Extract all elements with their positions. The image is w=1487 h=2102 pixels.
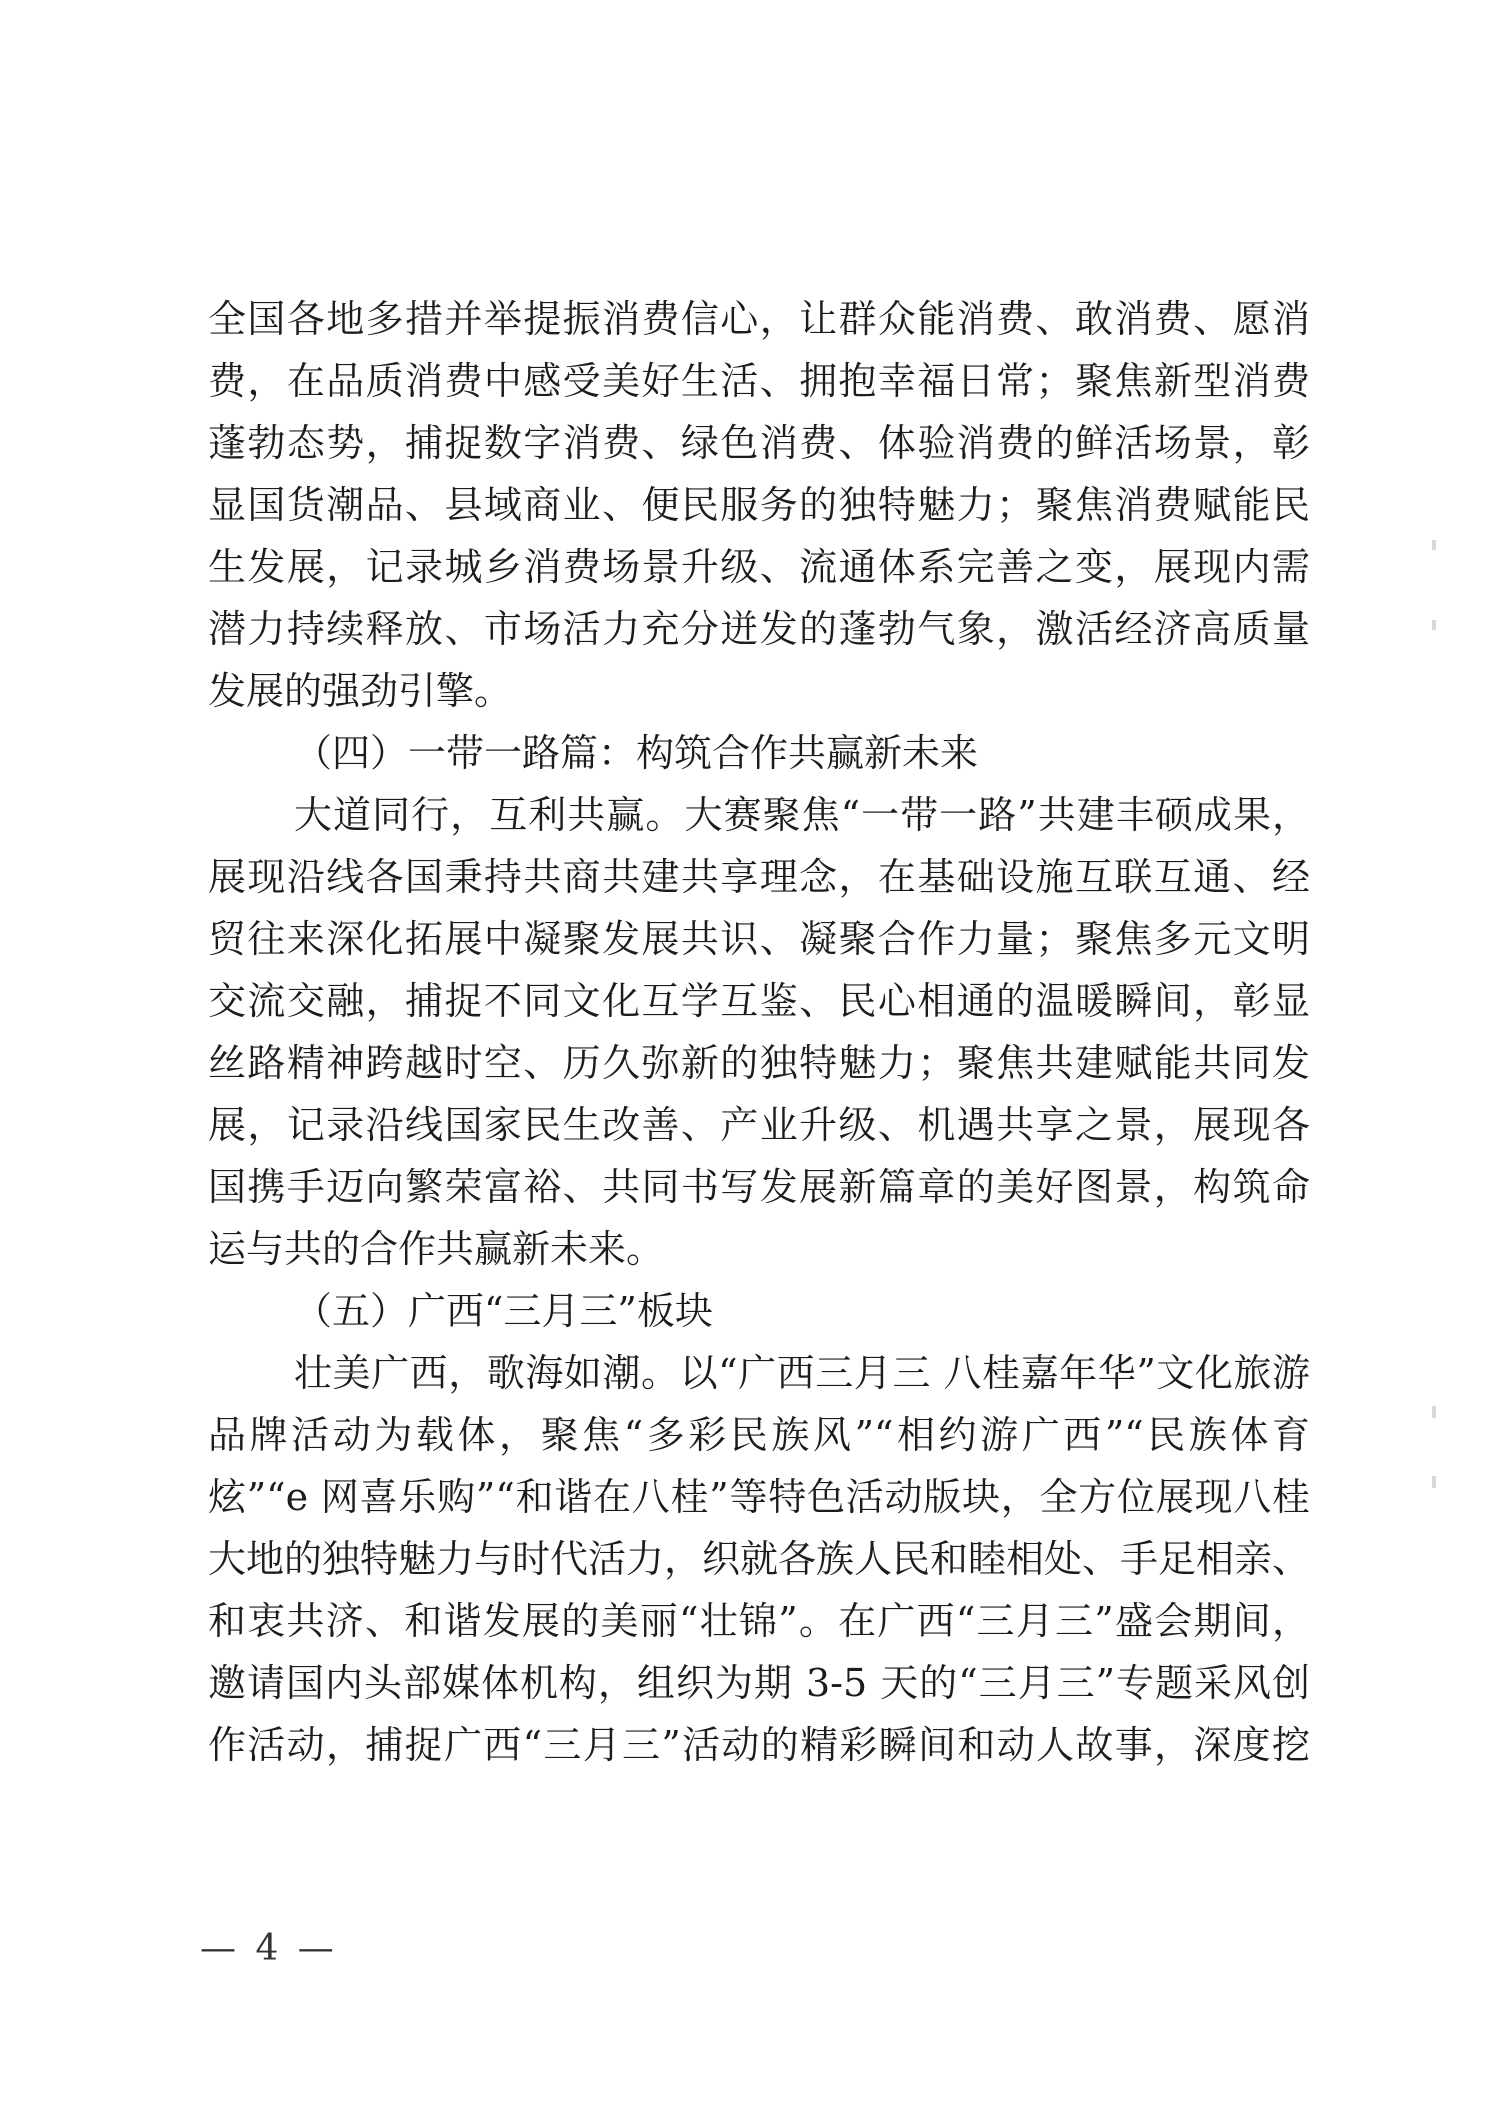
section-heading-belt-and-road: （四）一带一路篇：构筑合作共赢新未来 bbox=[294, 731, 979, 775]
scan-artifact bbox=[1432, 540, 1436, 550]
text-line: 邀请国内头部媒体机构，组织为期 3-5 天的“三月三”专题采风创 bbox=[208, 1661, 1310, 1705]
text-line: 大道同行，互利共赢。大赛聚焦“一带一路”共建丰硕成果， bbox=[294, 793, 1310, 837]
text-line: 品牌活动为载体，聚焦“多彩民族风”“相约游广西”“民族体育 bbox=[208, 1413, 1310, 1457]
text-line: 大地的独特魅力与时代活力，织就各族人民和睦相处、手足相亲、 bbox=[208, 1537, 1310, 1581]
text-line: 贸往来深化拓展中凝聚发展共识、凝聚合作力量；聚焦多元文明 bbox=[208, 917, 1310, 961]
text-line: 壮美广西，歌海如潮。以“广西三月三 八桂嘉年华”文化旅游 bbox=[294, 1351, 1310, 1395]
text-line: 国携手迈向繁荣富裕、共同书写发展新篇章的美好图景，构筑命 bbox=[208, 1165, 1310, 1209]
text-line: 作活动，捕捉广西“三月三”活动的精彩瞬间和动人故事，深度挖 bbox=[208, 1723, 1310, 1767]
section-heading-guangxi-sanyuesan: （五）广西“三月三”板块 bbox=[294, 1289, 713, 1333]
text-line: 潜力持续释放、市场活力充分迸发的蓬勃气象，激活经济高质量 bbox=[208, 607, 1310, 651]
scan-artifact bbox=[1432, 620, 1436, 630]
text-line: 丝路精神跨越时空、历久弥新的独特魅力；聚焦共建赋能共同发 bbox=[208, 1041, 1310, 1085]
text-line: 展，记录沿线国家民生改善、产业升级、机遇共享之景，展现各 bbox=[208, 1103, 1310, 1147]
text-line: 和衷共济、和谐发展的美丽“壮锦”。在广西“三月三”盛会期间， bbox=[208, 1599, 1310, 1643]
text-line: 全国各地多措并举提振消费信心，让群众能消费、敢消费、愿消 bbox=[208, 297, 1310, 341]
text-line: 展现沿线各国秉持共商共建共享理念，在基础设施互联互通、经 bbox=[208, 855, 1310, 899]
text-line: 蓬勃态势，捕捉数字消费、绿色消费、体验消费的鲜活场景，彰 bbox=[208, 421, 1310, 465]
text-line: 显国货潮品、县域商业、便民服务的独特魅力；聚焦消费赋能民 bbox=[208, 483, 1310, 527]
scan-artifact bbox=[1432, 1476, 1436, 1488]
text-line: 炫”“e 网喜乐购”“和谐在八桂”等特色活动版块，全方位展现八桂 bbox=[208, 1475, 1310, 1519]
text-line: 生发展，记录城乡消费场景升级、流通体系完善之变，展现内需 bbox=[208, 545, 1310, 589]
page-number: — 4 — bbox=[200, 1928, 338, 1969]
body-text bbox=[208, 288, 1310, 1776]
text-line: 费，在品质消费中感受美好生活、拥抱幸福日常；聚焦新型消费 bbox=[208, 359, 1310, 403]
scan-artifact bbox=[1432, 1406, 1436, 1418]
text-line: 发展的强劲引擎。 bbox=[208, 669, 513, 713]
text-line: 交流交融，捕捉不同文化互学互鉴、民心相通的温暖瞬间，彰显 bbox=[208, 979, 1310, 1023]
text-line: 运与共的合作共赢新未来。 bbox=[208, 1227, 665, 1271]
